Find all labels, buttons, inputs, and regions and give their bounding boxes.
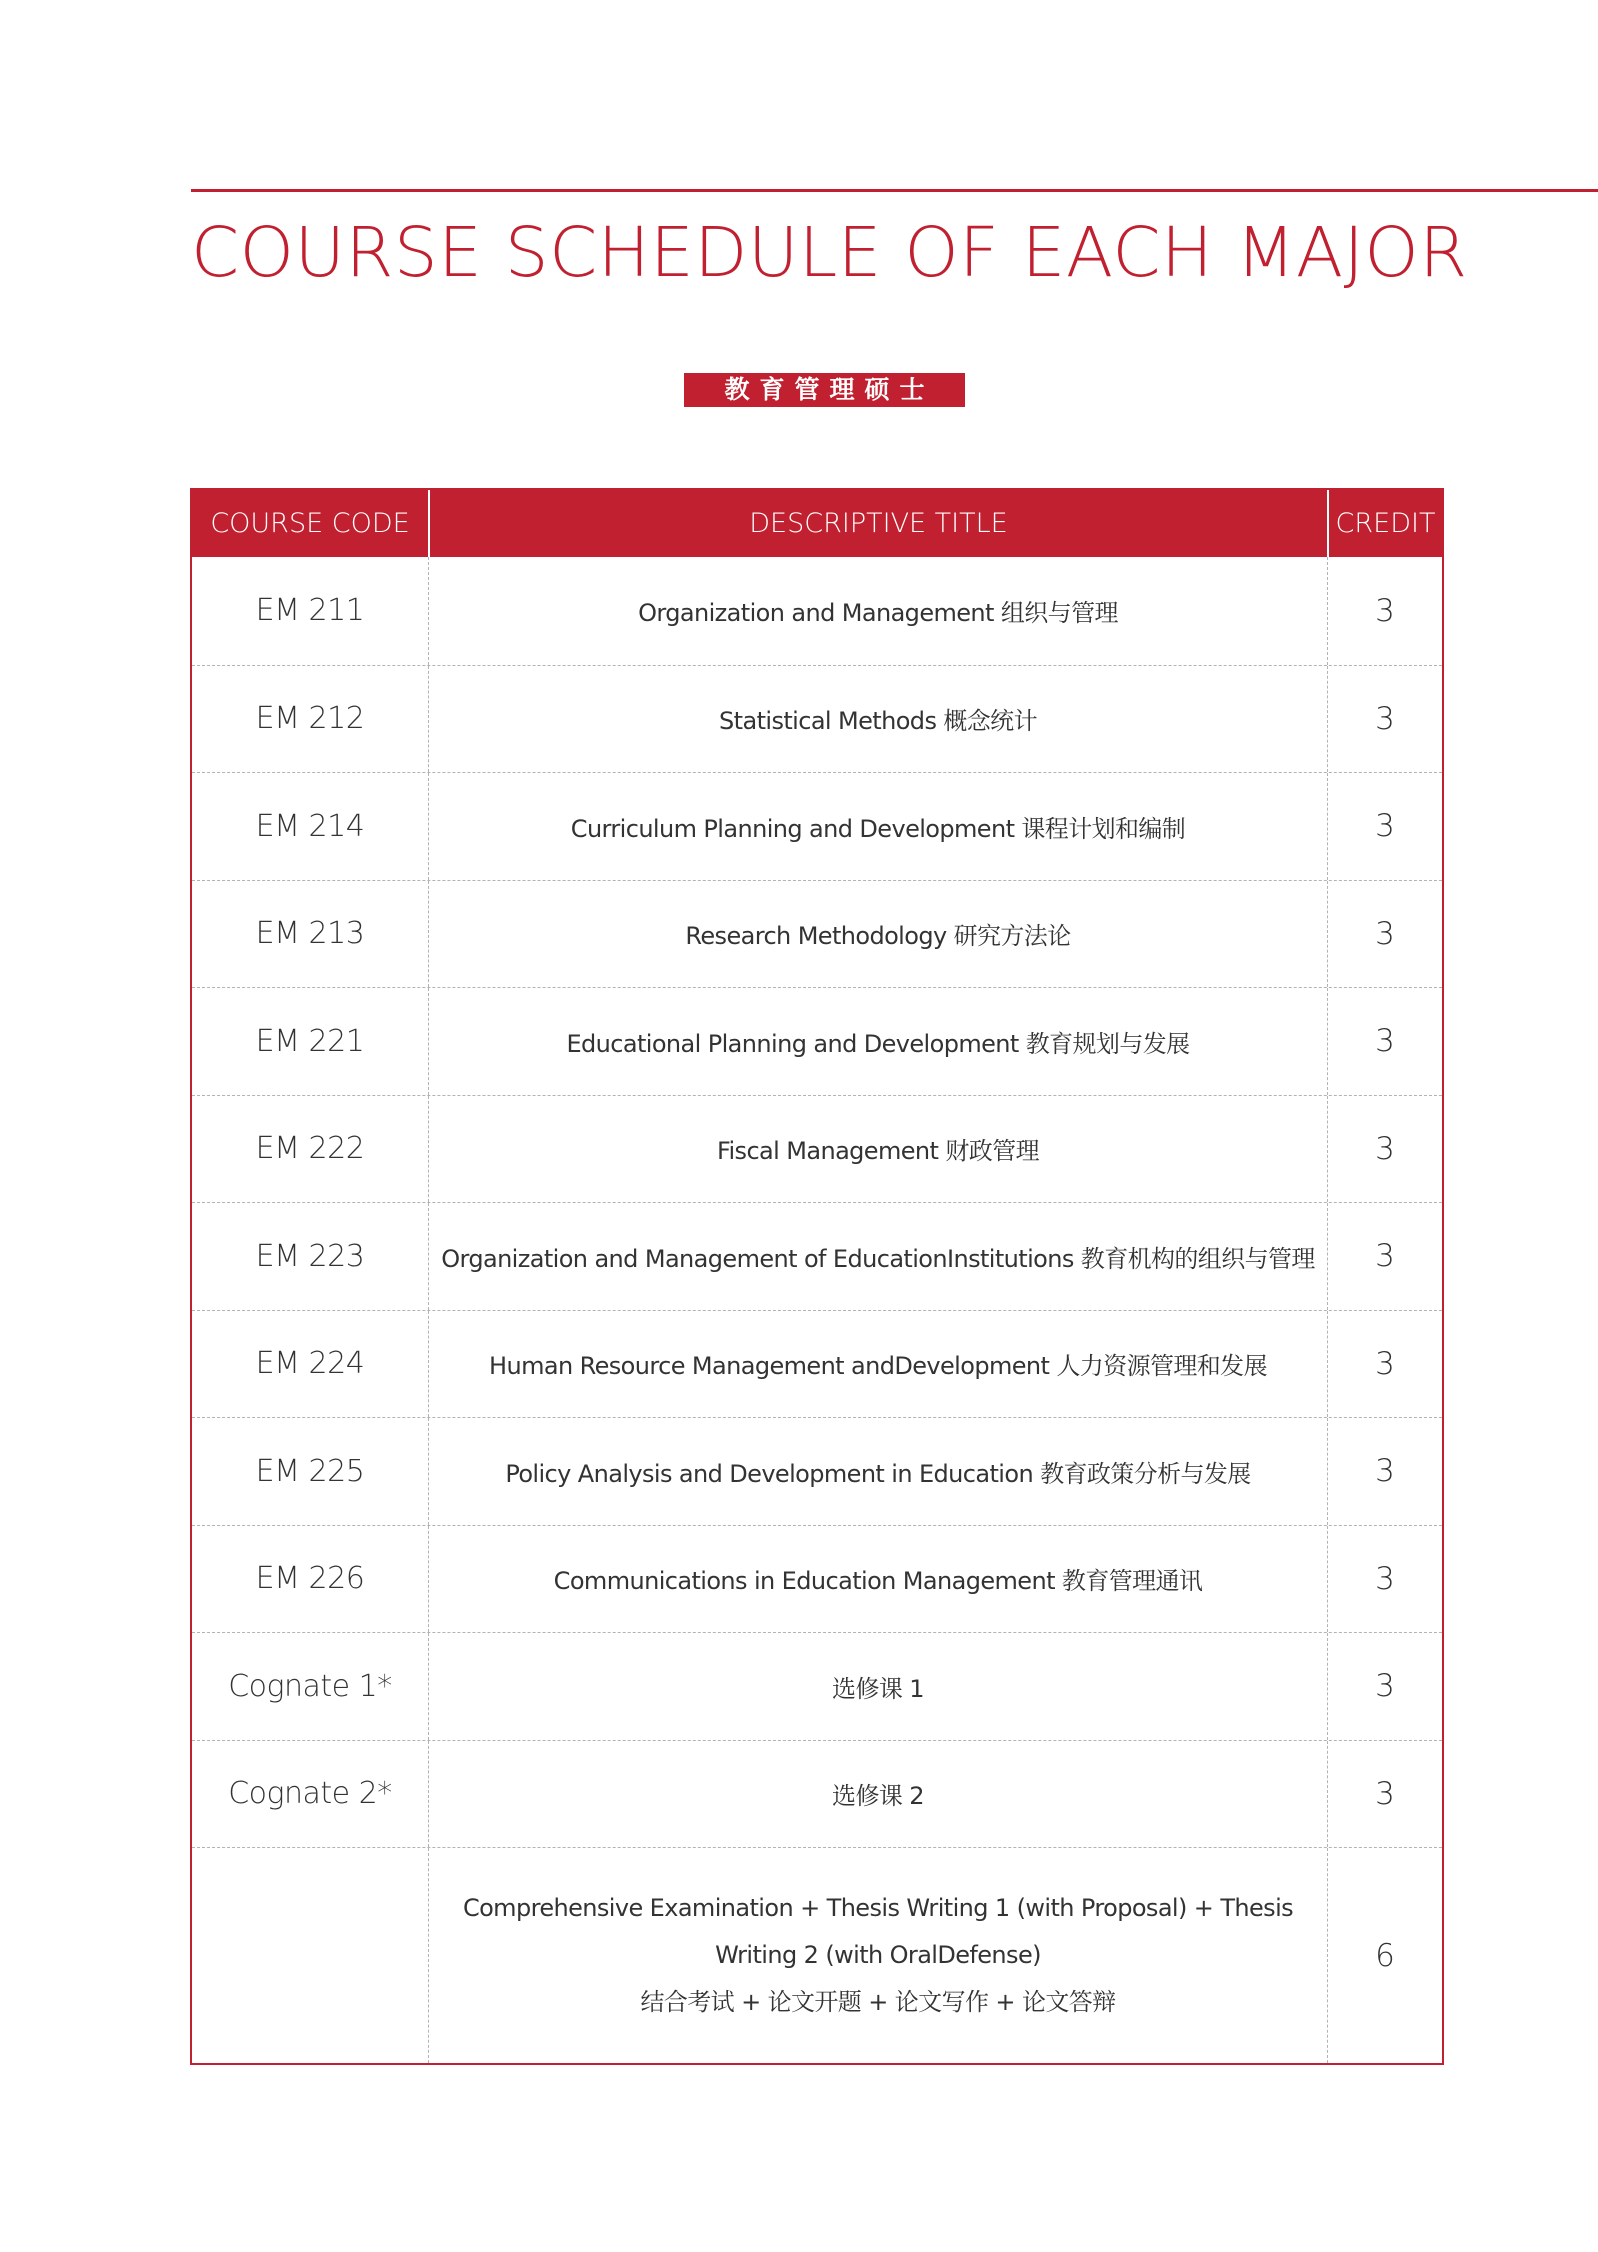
course-title-cell: Curriculum Planning and Development 课程计划和编制 xyxy=(428,773,1327,880)
course-credit-cell: 3 xyxy=(1327,881,1442,988)
course-title-cell: Fiscal Management 财政管理 xyxy=(428,1096,1327,1203)
course-credit-cell: 3 xyxy=(1327,1096,1442,1203)
course-code-cell: EM 221 xyxy=(255,1023,365,1059)
course-code-cell: EM 214 xyxy=(255,808,365,844)
course-code-cell xyxy=(192,1848,428,2063)
course-code-cell: EM 222 xyxy=(255,1131,365,1167)
course-title-cell: Policy Analysis and Development in Education 教育政策分析与发展 xyxy=(428,1418,1327,1525)
course-title-cell: 选修课 2 xyxy=(428,1741,1327,1848)
table-row xyxy=(192,880,1442,988)
course-title-cell: Research Methodology 研究方法论 xyxy=(428,881,1327,988)
course-title-cell: Statistical Methods 概念统计 xyxy=(428,666,1327,773)
course-credit-cell: 3 xyxy=(1327,1526,1442,1633)
table-row xyxy=(192,1632,1442,1740)
header-course-code: COURSE CODE xyxy=(210,508,410,539)
course-credit-cell: 3 xyxy=(1327,666,1442,773)
table-row xyxy=(192,772,1442,880)
course-credit-cell: 3 xyxy=(1327,773,1442,880)
course-credit-cell: 3 xyxy=(1327,1203,1442,1310)
course-title-cell: 选修课 1 xyxy=(428,1633,1327,1740)
course-credit-cell: 3 xyxy=(1327,1741,1442,1848)
table-row xyxy=(192,665,1442,773)
course-code-cell: Cognate 1* xyxy=(228,1668,392,1704)
course-credit-cell: 6 xyxy=(1327,1848,1442,2063)
course-credit-cell: 3 xyxy=(1327,988,1442,1095)
course-credit-cell: 3 xyxy=(1327,557,1442,665)
table-row-thesis xyxy=(192,1847,1442,2063)
course-credit-cell: 3 xyxy=(1327,1633,1442,1740)
table-row xyxy=(192,1525,1442,1633)
course-code-cell: EM 223 xyxy=(255,1238,365,1274)
table-row xyxy=(192,1740,1442,1848)
table-body xyxy=(192,557,1442,2063)
thesis-title-line-2: Writing 2 (with OralDefense) xyxy=(715,1941,1041,1969)
table-row xyxy=(192,1417,1442,1525)
course-code-cell: EM 213 xyxy=(255,916,365,952)
course-code-cell: Cognate 2* xyxy=(228,1776,392,1812)
course-credit-cell: 3 xyxy=(1327,1418,1442,1525)
course-code-cell: EM 225 xyxy=(255,1453,365,1489)
top-rule xyxy=(191,189,1598,192)
table-row xyxy=(192,1202,1442,1310)
header-descriptive-title: DESCRIPTIVE TITLE xyxy=(428,490,1327,557)
course-credit-cell: 3 xyxy=(1327,1311,1442,1418)
course-title-cell: Communications in Education Management 教育管理通讯 xyxy=(428,1526,1327,1633)
course-code-cell: EM 226 xyxy=(255,1561,365,1597)
thesis-title-block xyxy=(463,1885,1293,2026)
course-schedule-table xyxy=(190,488,1444,2065)
page-title: COURSE SCHEDULE OF EACH MAJOR xyxy=(191,213,1468,293)
thesis-title-line-1: Comprehensive Examination + Thesis Writing 1 (with Proposal) + Thesis xyxy=(462,1894,1294,1922)
major-badge: 教育管理硕士 xyxy=(684,373,965,407)
header-credit: CREDIT xyxy=(1327,490,1442,557)
course-code-cell: EM 211 xyxy=(255,593,365,629)
table-row xyxy=(192,557,1442,665)
course-title-cell xyxy=(428,1848,1327,2063)
table-row xyxy=(192,987,1442,1095)
course-title-cell: Organization and Management of EducationInstitutions 教育机构的组织与管理 xyxy=(428,1203,1327,1310)
table-row xyxy=(192,1095,1442,1203)
table-row xyxy=(192,1310,1442,1418)
course-code-cell: EM 212 xyxy=(255,701,365,737)
course-title-cell: Educational Planning and Development 教育规划与发展 xyxy=(428,988,1327,1095)
course-title-cell: Human Resource Management andDevelopment 人力资源管理和发展 xyxy=(428,1311,1327,1418)
table-header xyxy=(192,490,1442,557)
thesis-title-line-3: 结合考试 + 论文开题 + 论文写作 + 论文答辩 xyxy=(640,1988,1116,2016)
course-code-cell: EM 224 xyxy=(255,1346,365,1382)
course-title-cell: Organization and Management 组织与管理 xyxy=(428,557,1327,665)
